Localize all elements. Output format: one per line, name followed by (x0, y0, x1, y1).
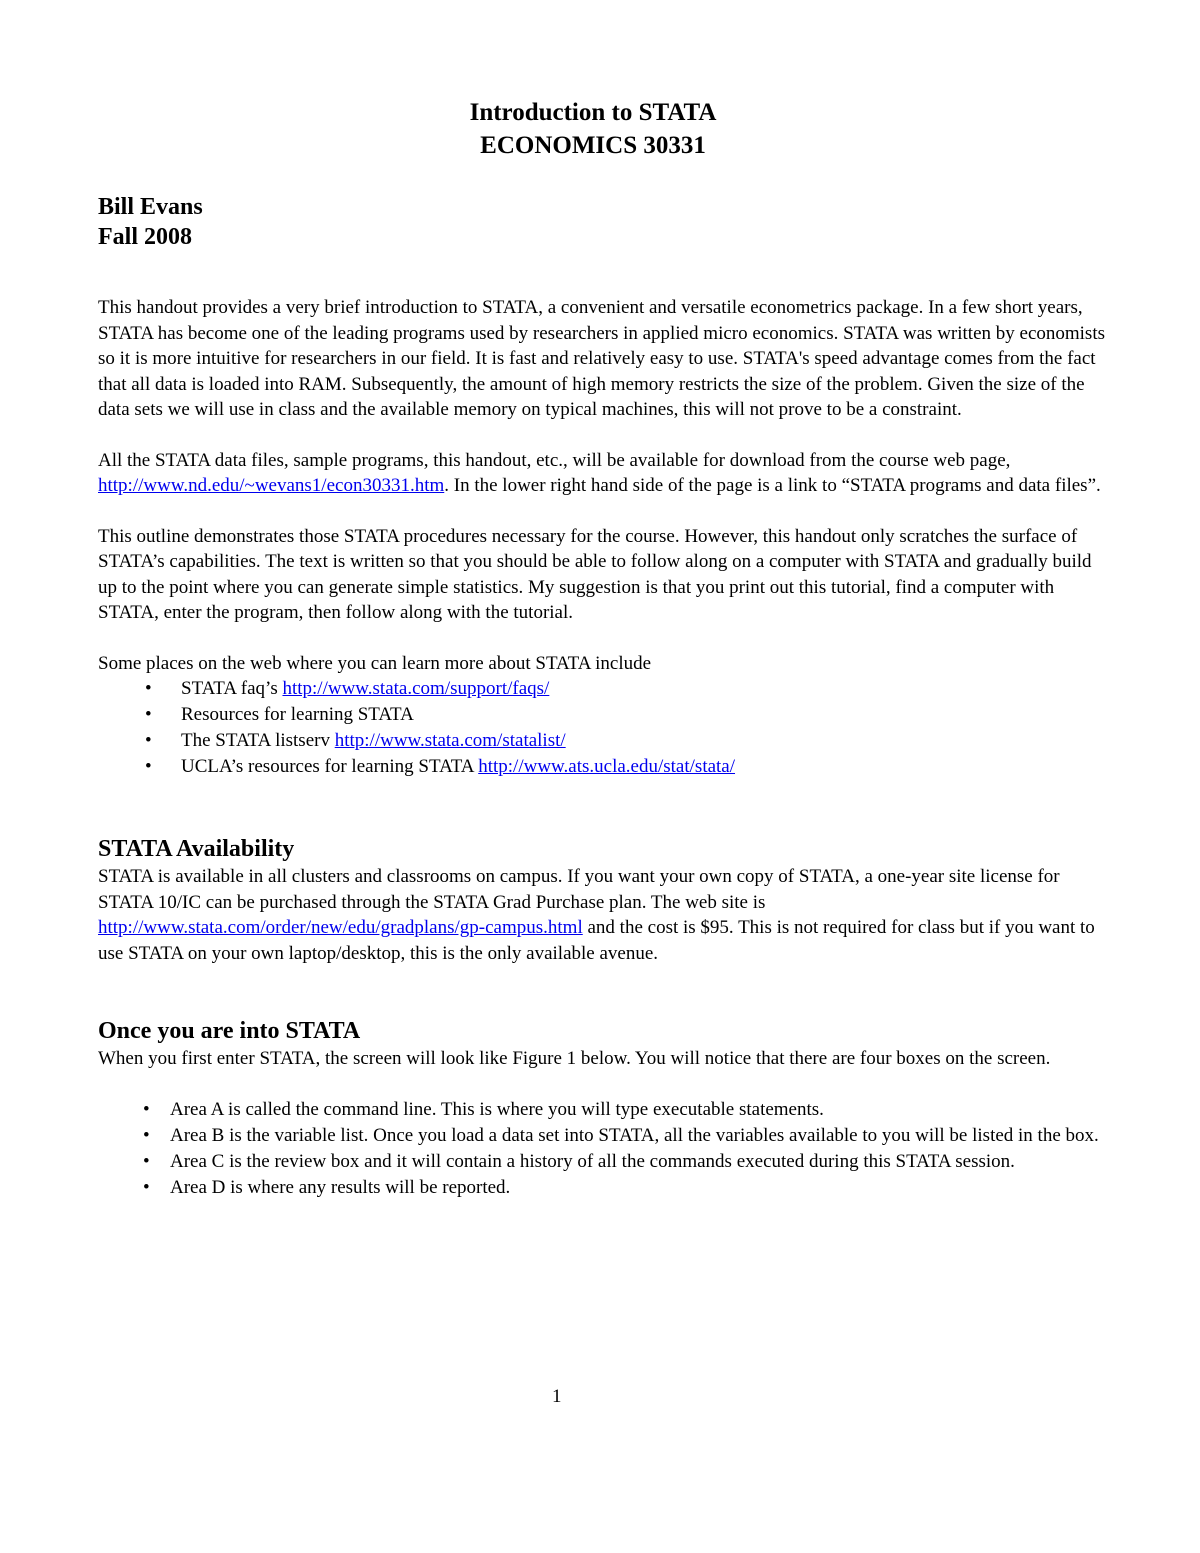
bullet-icon: • (145, 678, 152, 699)
section-heading-availability: STATA Availability (98, 836, 295, 862)
list-item (98, 1175, 1108, 1201)
area-c-text: Area C is the review box and it will contain a history of all the commands executed during this STATA session. (170, 1150, 1015, 1172)
list-item (98, 1149, 1108, 1175)
bullet-icon: • (145, 704, 152, 725)
author-block (98, 192, 1108, 252)
ucla-resources-link[interactable]: http://www.ats.ucla.edu/stat/stata/ (478, 756, 736, 777)
availability-text-after: and the cost is $95. This is not required for class but if you want to use STATA on your own laptop/desktop, this is the only available avenue. (98, 917, 1095, 964)
resource-label: UCLA’s resources for learning STATA (181, 756, 479, 777)
availability-paragraph (98, 864, 1108, 966)
list-item (98, 1123, 1108, 1149)
resource-label: The STATA listserv (181, 730, 335, 751)
area-b-text: Area B is the variable list. Once you load a data set into STATA, all the variables available to you will be listed in the box. (170, 1124, 1099, 1146)
area-list (98, 1097, 1108, 1201)
intro-paragraph-1: This handout provides a very brief introduction to STATA, a convenient and versatile econometrics package. In a few short years, STATA has become one of the leading programs used by researchers in applied micro economics. STATA was written by economists so it is more intuitive for researchers in our field. It is fast and relatively easy to use. STATA's speed advantage comes from the fact that all data is loaded into RAM. Subsequently, the amount of high memory restricts the size of the problem. Given the size of the data sets we will use in class and the available memory on typical machines, this will not prove to be a constraint. (98, 297, 1105, 420)
author-name: Bill Evans (98, 194, 203, 220)
area-d-text: Area D is where any results will be reported. (170, 1176, 511, 1198)
document-page (98, 96, 1108, 1201)
author-term: Fall 2008 (98, 224, 192, 250)
intro-paragraph-2 (98, 448, 1108, 499)
course-web-page-link[interactable]: http://www.nd.edu/~wevans1/econ30331.htm (98, 475, 445, 496)
resource-label: STATA faq’s (181, 678, 283, 699)
statalist-link[interactable]: http://www.stata.com/statalist/ (334, 730, 566, 751)
intro-p2-text-after: . In the lower right hand side of the page is a link to “STATA programs and data files”. (444, 475, 1101, 496)
section-heading-once-into-stata: Once you are into STATA (98, 1018, 361, 1044)
resource-list (98, 676, 1108, 780)
list-item (98, 702, 1108, 728)
stata-faq-link[interactable]: http://www.stata.com/support/faqs/ (282, 678, 550, 699)
list-item (98, 676, 1108, 702)
document-title (78, 96, 1108, 162)
availability-text-before: STATA is available in all clusters and classrooms on campus. If you want your own copy of STATA, a one-year site license for STATA 10/IC can be purchased through the STATA Grad Purchase plan. The web site is (98, 866, 1060, 913)
resource-label: Resources for learning STATA (181, 704, 414, 725)
bullet-icon: • (143, 1176, 150, 1198)
intro-paragraph-4: Some places on the web where you can learn more about STATA include (98, 652, 652, 674)
once-paragraph: When you first enter STATA, the screen will look like Figure 1 below. You will notice that there are four boxes on the screen. (98, 1048, 1051, 1069)
list-item (98, 754, 1108, 780)
bullet-icon: • (143, 1150, 150, 1172)
area-a-text: Area A is called the command line. This is where you will type executable statements. (170, 1098, 824, 1120)
list-item (98, 728, 1108, 754)
grad-purchase-link[interactable]: http://www.stata.com/order/new/edu/gradplans/gp-campus.html (98, 917, 583, 938)
bullet-icon: • (145, 730, 152, 751)
bullet-icon: • (143, 1098, 150, 1120)
title-line-2: ECONOMICS 30331 (480, 132, 706, 159)
bullet-icon: • (145, 756, 152, 777)
intro-paragraph-3: This outline demonstrates those STATA procedures necessary for the course. However, this handout only scratches the surface of STATA’s capabilities. The text is written so that you should be able to follow along on a computer with STATA and gradually build up to the point where you can generate simple statistics. My suggestion is that you print out this tutorial, find a computer with STATA, enter the program, then follow along with the tutorial. (98, 525, 1092, 623)
title-line-1: Introduction to STATA (469, 99, 717, 126)
intro-p2-text-before: All the STATA data files, sample programs, this handout, etc., will be available for download from the course web page, (98, 449, 1011, 471)
bullet-icon: • (143, 1124, 150, 1146)
list-item (98, 1097, 1108, 1123)
page-number: 1 (552, 1386, 562, 1407)
